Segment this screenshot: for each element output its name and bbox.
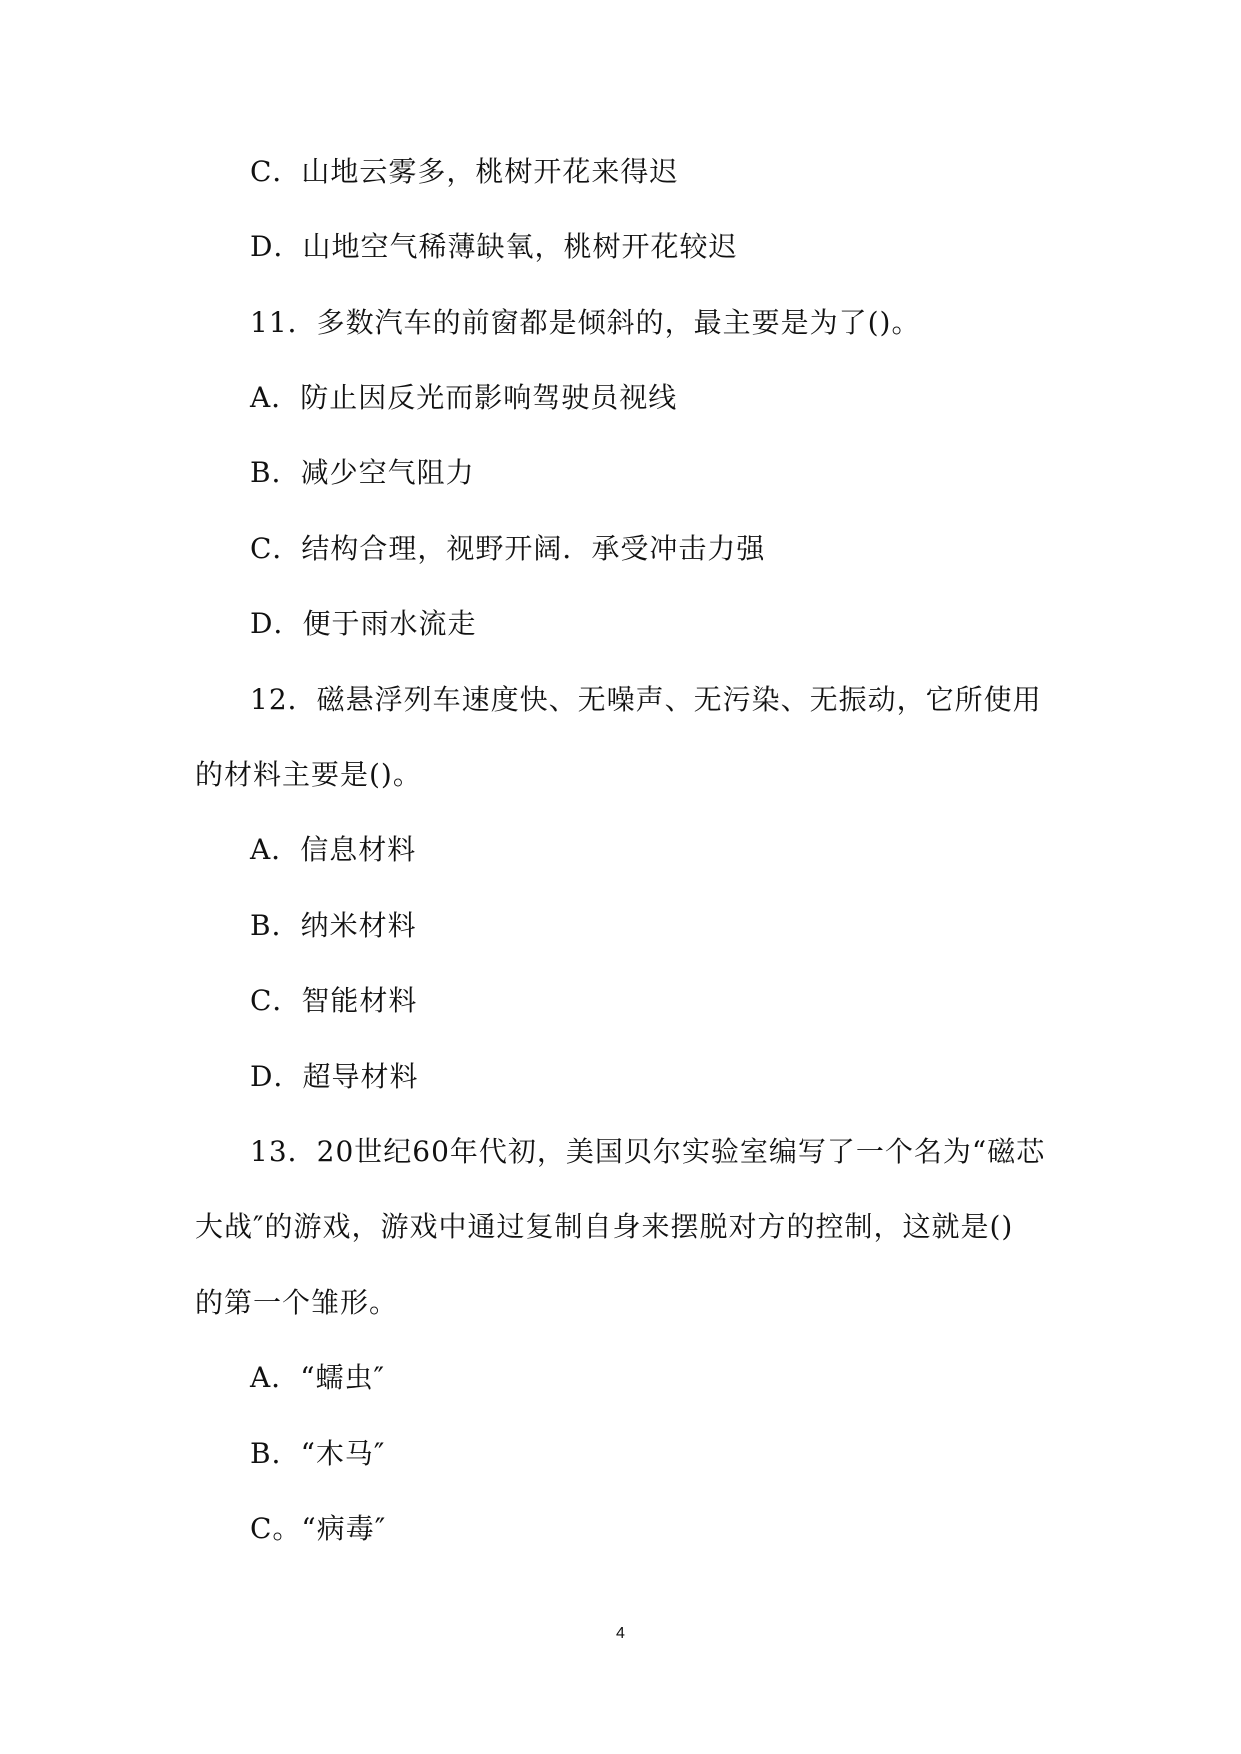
option-d-q12: D．超导材料: [250, 1060, 419, 1093]
option-a-q11: A．防止因反光而影响驾驶员视线: [250, 381, 678, 414]
option-a-q13: A．“蠕虫″: [250, 1361, 385, 1394]
option-b-q13: B．“木马″: [250, 1437, 386, 1470]
option-a-q12: A．信息材料: [250, 833, 417, 866]
question-13-line2: 大战″的游戏，游戏中通过复制自身来摆脱对方的控制，这就是(): [195, 1210, 1014, 1243]
option-d-q10: D．山地空气稀薄缺氧，桃树开花较迟: [250, 230, 738, 263]
question-13-line1: 13．20世纪60年代初，美国贝尔实验室编写了一个名为“磁芯: [250, 1135, 1046, 1168]
option-c-q13: C。“病毒″: [250, 1512, 387, 1545]
question-13-line3: 的第一个雏形。: [195, 1286, 399, 1319]
option-b-q11: B．减少空气阻力: [250, 456, 475, 489]
option-c-q12: C．智能材料: [250, 984, 418, 1017]
option-d-q11: D．便于雨水流走: [250, 607, 477, 640]
page-number: 4: [616, 1625, 625, 1642]
option-c-q10: C．山地云雾多，桃树开花来得迟: [250, 155, 679, 188]
question-12-line2: 的材料主要是()。: [195, 758, 422, 791]
question-12-line1: 12．磁悬浮列车速度快、无噪声、无污染、无振动，它所使用: [250, 683, 1042, 716]
question-11: 11．多数汽车的前窗都是倾斜的，最主要是为了()。: [250, 306, 921, 339]
option-b-q12: B．纳米材料: [250, 909, 417, 942]
option-c-q11: C．结构合理，视野开阔．承受冲击力强: [250, 532, 766, 565]
